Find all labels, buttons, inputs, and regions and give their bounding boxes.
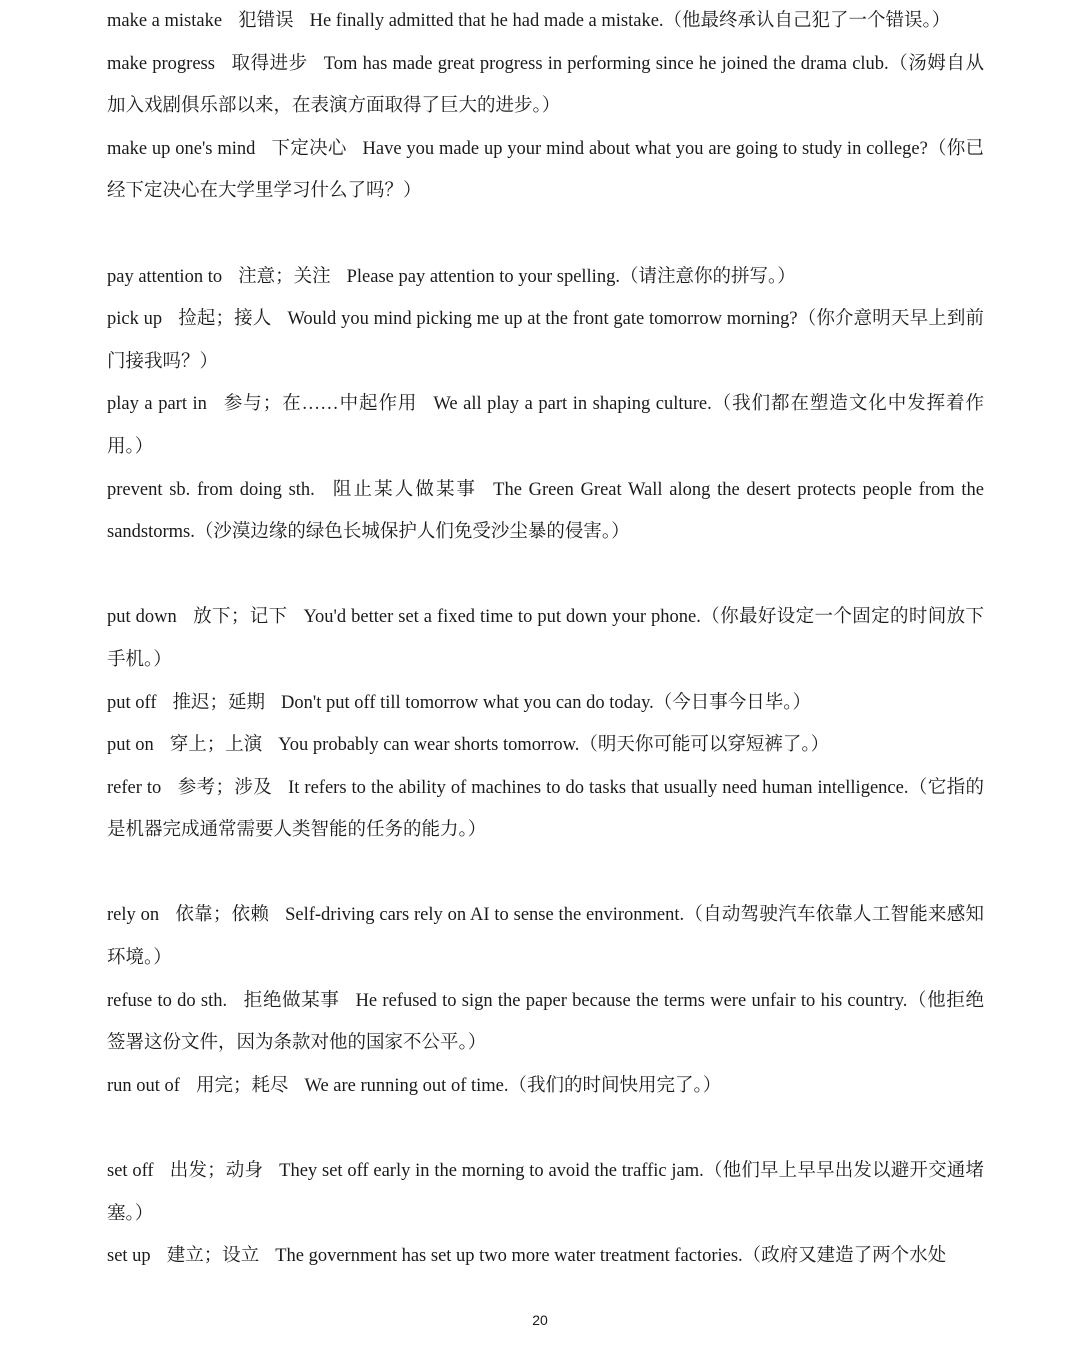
example-sentence: It refers to the ability of machines to do tasks that usually need human intelligence.（它指的是机器完成通常需要人类智能的任务的能力。） <box>107 777 984 841</box>
example-sentence: He finally admitted that he had made a mistake.（他最终承认自己犯了一个错误。） <box>309 11 951 31</box>
phrase-entry <box>107 682 984 725</box>
phrase-text: set up <box>107 1246 151 1267</box>
example-sentence: The Green Great Wall along the desert protects people from the sandstorms.（沙漠边缘的绿色长城保护人们免受沙尘暴的侵害。） <box>107 479 984 543</box>
example-sentence: The government has set up two more water treatment factories.（政府又建造了两个水处 <box>275 1246 947 1267</box>
phrase-meaning: 用完；耗尽 <box>195 1075 289 1096</box>
phrase-text: refuse to do sth. <box>107 990 228 1011</box>
phrase-text: make up one's mind <box>107 138 256 159</box>
phrase-meaning: 取得进步 <box>230 53 308 74</box>
phrase-meaning: 阻止某人做某事 <box>330 479 478 500</box>
phrase-text: run out of <box>107 1075 180 1096</box>
phrase-meaning: 犯错误 <box>238 11 294 31</box>
phrase-text: refer to <box>107 777 162 798</box>
phrase-entry <box>107 383 984 468</box>
phrase-entry <box>107 469 984 554</box>
example-sentence: Have you made up your mind about what you are going to study in college?（你已经下定决心在大学里学习什么了吗？） <box>107 138 984 202</box>
phrase-entry <box>107 1065 984 1108</box>
phrase-meaning: 捡起；接人 <box>178 309 272 330</box>
phrase-meaning: 放下；记下 <box>192 607 288 628</box>
phrase-text: put down <box>107 607 177 628</box>
phrase-entry <box>107 1235 984 1278</box>
example-sentence: Don't put off till tomorrow what you can do today.（今日事今日毕。） <box>281 692 812 713</box>
example-sentence: You probably can wear shorts tomorrow.（明天你可能可以穿短裤了。） <box>278 735 830 756</box>
phrase-entry <box>107 894 984 979</box>
example-sentence: Tom has made great progress in performing since he joined the drama club.（汤姆自从加入戏剧俱乐部以来，在表演方面取得了巨大的进步。） <box>107 53 984 117</box>
phrase-entry <box>107 724 984 767</box>
phrase-meaning: 依靠；依赖 <box>175 905 270 926</box>
phrase-meaning: 穿上；上演 <box>169 735 263 756</box>
page-number: 20 <box>532 1312 548 1328</box>
phrase-meaning: 拒绝做某事 <box>243 990 340 1011</box>
phrase-meaning: 下定决心 <box>271 138 347 159</box>
example-sentence: They set off early in the morning to avoid the traffic jam.（他们早上早早出发以避开交通堵塞。） <box>107 1161 984 1224</box>
phrase-entry <box>107 980 984 1065</box>
phrase-text: make a mistake <box>107 11 223 31</box>
phrase-meaning: 建立；设立 <box>166 1246 260 1267</box>
phrase-text: pick up <box>107 309 163 330</box>
phrase-text: pay attention to <box>107 266 223 287</box>
example-sentence: He refused to sign the paper because the terms were unfair to his country.（他拒绝签署这份文件，因为条款对他的国家不公平。） <box>107 990 984 1054</box>
phrase-entry <box>107 1150 984 1235</box>
example-sentence: We all play a part in shaping culture.（我们都在塑造文化中发挥着作用。） <box>107 394 984 457</box>
phrase-text: set off <box>107 1161 154 1182</box>
example-sentence: Would you mind picking me up at the front gate tomorrow morning?（你介意明天早上到前门接我吗？） <box>107 309 984 372</box>
phrase-entry <box>107 596 984 681</box>
phrase-meaning: 注意；关注 <box>238 266 331 287</box>
phrase-text: put off <box>107 692 157 713</box>
phrase-list <box>107 0 984 1278</box>
phrase-text: rely on <box>107 905 160 926</box>
example-sentence: We are running out of time.（我们的时间快用完了。） <box>304 1075 722 1096</box>
phrase-text: prevent sb. from doing sth. <box>107 479 315 500</box>
example-sentence: Self-driving cars rely on AI to sense the environment.（自动驾驶汽车依靠人工智能来感知环境。） <box>107 905 985 969</box>
phrase-entry <box>107 128 984 213</box>
phrase-text: play a part in <box>107 394 207 415</box>
example-sentence: You'd better set a fixed time to put down your phone.（你最好设定一个固定的时间放下手机。） <box>107 607 985 670</box>
phrase-text: make progress <box>107 53 215 74</box>
phrase-entry <box>107 767 984 852</box>
phrase-entry <box>107 0 984 43</box>
phrase-meaning: 推迟；延期 <box>172 692 266 713</box>
phrase-entry <box>107 298 984 383</box>
phrase-meaning: 参考；涉及 <box>177 777 273 798</box>
phrase-entry <box>107 43 984 128</box>
phrase-entry <box>107 256 984 299</box>
phrase-meaning: 出发；动身 <box>169 1161 264 1182</box>
phrase-meaning: 参与；在……中起作用 <box>222 394 418 415</box>
example-sentence: Please pay attention to your spelling.（请注意你的拼写。） <box>346 266 796 287</box>
phrase-text: put on <box>107 735 154 756</box>
